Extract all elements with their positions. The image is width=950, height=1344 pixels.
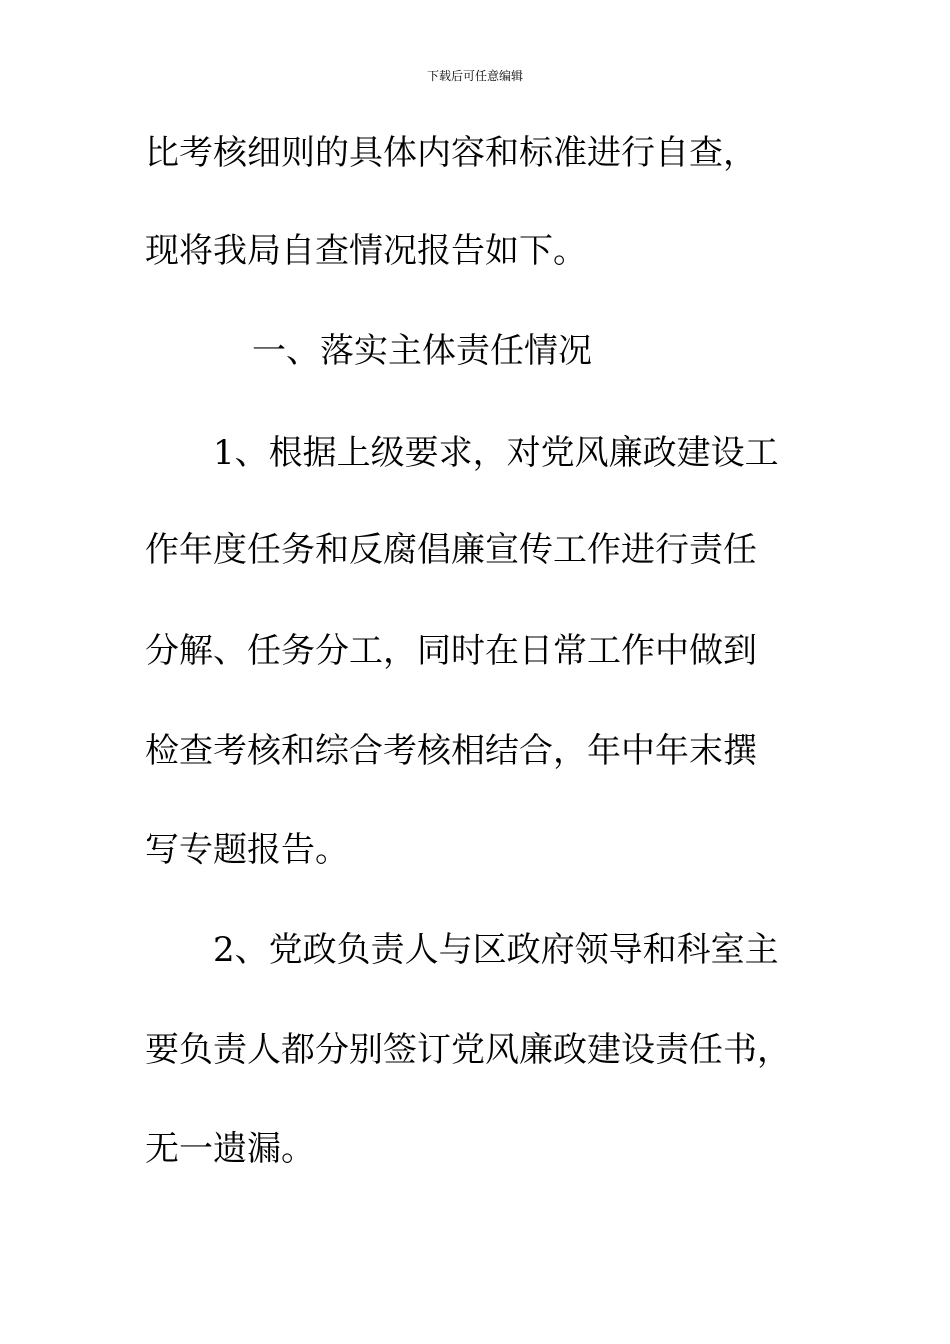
page-header: 下载后可任意编辑 [426,69,523,83]
body-line: 检查考核和综合考核相结合，年中年末撰 [145,731,757,771]
body-line: 写专题报告。 [145,830,349,870]
body-line: 无一遗漏。 [145,1129,315,1169]
body-line: 现将我局自查情况报告如下。 [145,231,587,271]
body-line: 作年度任务和反腐倡廉宣传工作进行责任 [145,530,757,570]
body-line: 要负责人都分别签订党风廉政建设责任书， [145,1030,791,1070]
body-line: 分解、任务分工，同时在日常工作中做到 [145,631,757,671]
body-line: 1、根据上级要求，对党风廉政建设工 [213,433,779,473]
section-heading: 一、落实主体责任情况 [252,331,592,371]
body-line: 2、党政负责人与区政府领导和科室主 [213,930,779,970]
body-line: 比考核细则的具体内容和标准进行自查， [145,133,757,173]
